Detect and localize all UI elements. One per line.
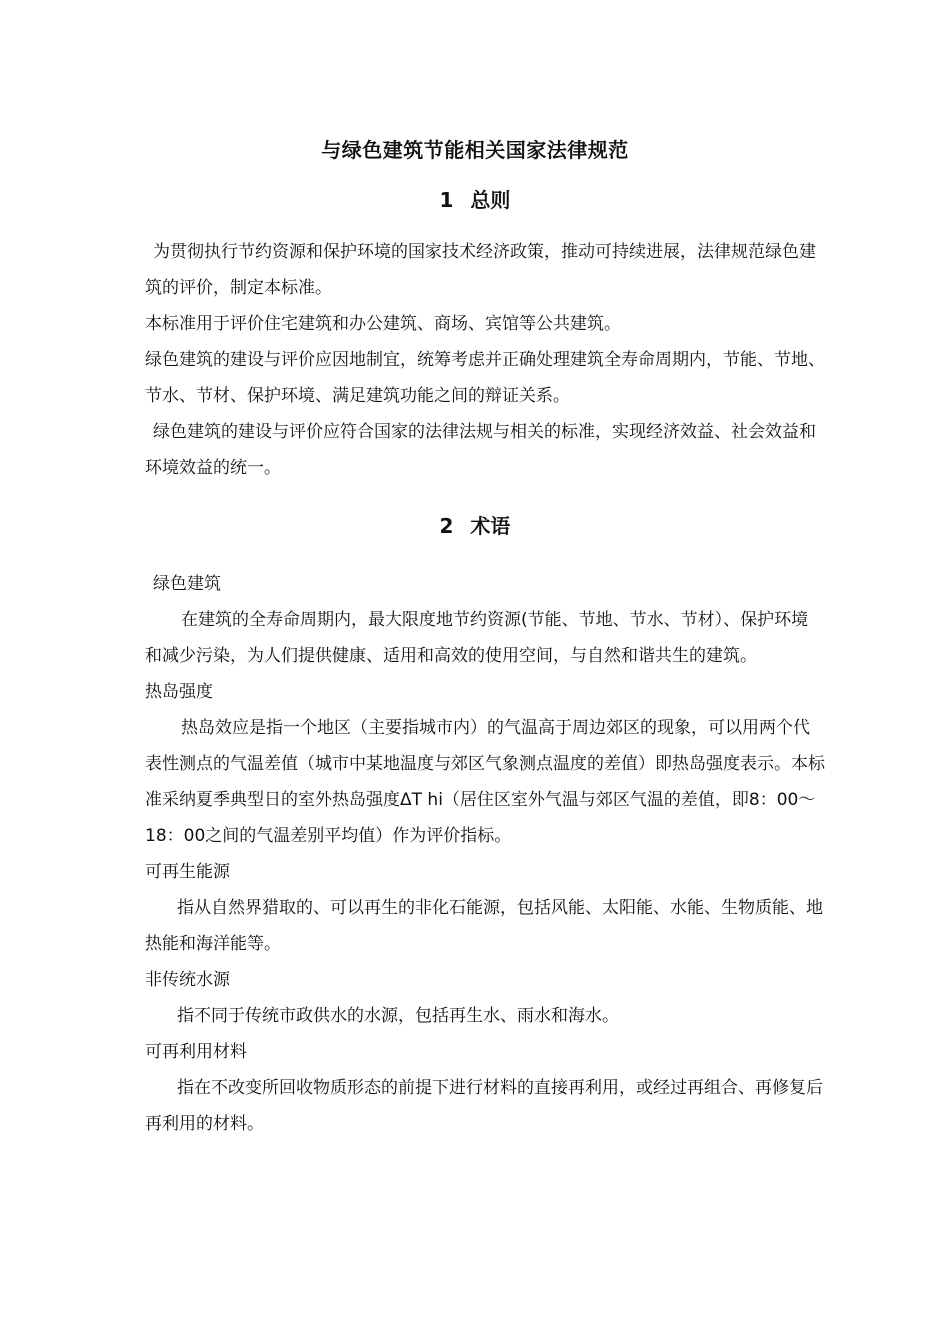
paragraph-local-conditions: 绿色建筑的建设与评价应因地制宜，统筹考虑并正确处理建筑全寿命周期内，节能、节地、节水、节材、保护环境、满足建筑功能之间的辩证关系。 — [145, 350, 825, 406]
term-definition-reusable-materials: 指在不改变所回收物质形态的前提下进行材料的直接再利用，或经过再组合、再修复后再利用的材料。 — [145, 1078, 823, 1134]
section-general — [145, 234, 825, 486]
term-title-nontraditional-water: 非传统水源 — [145, 970, 230, 990]
term-definition-renewable-energy: 指从自然界猎取的、可以再生的非化石能源，包括风能、太阳能、水能、生物质能、地热能和海洋能等。 — [145, 898, 823, 954]
term-definition-nontraditional-water: 指不同于传统市政供水的水源，包括再生水、雨水和海水。 — [177, 1006, 619, 1026]
term-title-reusable-materials: 可再利用材料 — [145, 1042, 247, 1062]
section-heading-general: 1 总则 — [439, 188, 511, 212]
section-terms — [145, 566, 825, 1142]
term-title-renewable-energy: 可再生能源 — [145, 862, 230, 882]
term-title-heat-island: 热岛强度 — [145, 682, 213, 702]
term-title-green-building: 绿色建筑 — [153, 574, 221, 594]
paragraph-scope: 本标准用于评价住宅建筑和办公建筑、商场、宾馆等公共建筑。 — [145, 314, 621, 334]
section-heading-terms: 2 术语 — [439, 514, 511, 538]
paragraph-purpose: 为贯彻执行节约资源和保护环境的国家技术经济政策，推动可持续进展，法律规范绿色建筑的评价，制定本标准。 — [145, 242, 816, 298]
paragraph-compliance: 绿色建筑的建设与评价应符合国家的法律法规与相关的标准，实现经济效益、社会效益和环境效益的统一。 — [145, 422, 816, 478]
document-title: 与绿色建筑节能相关国家法律规范 — [321, 138, 629, 162]
term-definition-green-building: 在建筑的全寿命周期内，最大限度地节约资源(节能、节地、节水、节材）、保护环境和减少污染，为人们提供健康、适用和高效的使用空间，与自然和谐共生的建筑。 — [145, 610, 809, 666]
term-definition-heat-island: 热岛效应是指一个地区（主要指城市内）的气温高于周边郊区的现象，可以用两个代表性测点的气温差值（城市中某地温度与郊区气象测点温度的差值）即热岛强度表示。本标准采纳夏季典型日的室外热岛强度ΔT hi（居住区室外气温与郊区气温的差值，即8：00～18：00之间的气温差别平均值）作为评价指标。 — [145, 718, 825, 846]
